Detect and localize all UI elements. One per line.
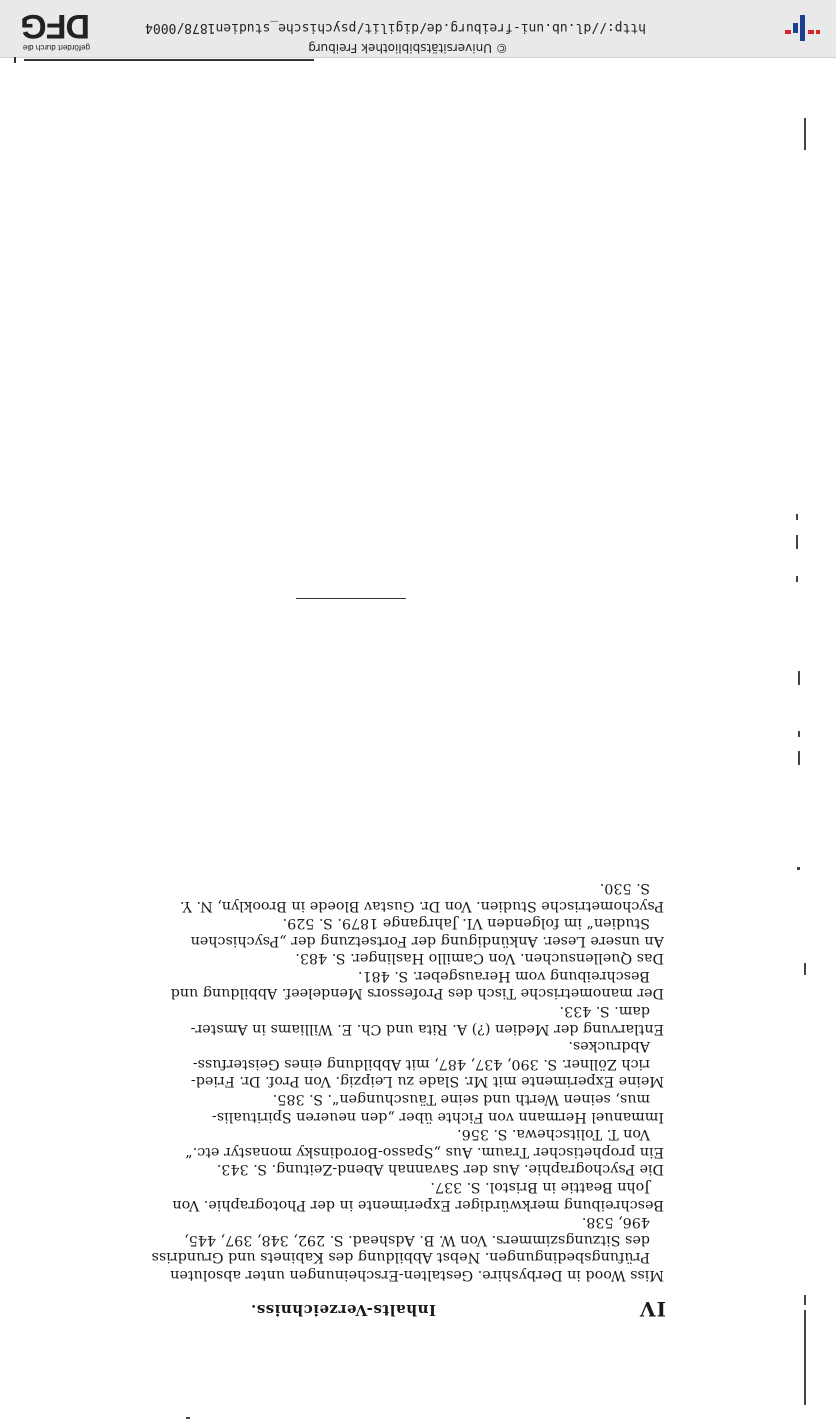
dfg-subtitle: gefördert durch die <box>22 43 90 52</box>
toc-entry-line: Meine Experimente mit Mr. Slade zu Leipzig. Von Prof. Dr. Fried- <box>190 1073 664 1090</box>
toc-entry-line: Ein prophetischer Traum. Aus „Spasso-Borodinsky monastyr etc.“ <box>185 1143 664 1160</box>
margin-speck <box>804 1310 806 1405</box>
copyright-notice: © Universitätsbibliothek Freiburg <box>308 41 508 55</box>
toc-entry-line: Psychometrische Studien. Von Dr. Gustav Bloede in Brooklyn, N. Y. <box>179 897 664 914</box>
margin-speck <box>796 576 798 582</box>
margin-speck <box>804 1295 806 1305</box>
toc-entry-line: mus, seinen Werth und seine Täuschungen“. S. 385. <box>272 1091 650 1108</box>
margin-speck <box>796 535 798 549</box>
margin-speck <box>796 514 798 520</box>
margin-speck <box>798 731 800 737</box>
toc-entry-line: John Beattie in Bristol. S. 337. <box>430 1179 650 1196</box>
toc-entry-line: Von T. Tolitschewa. S. 356. <box>457 1126 650 1143</box>
toc-entry-line: 496, 538. <box>581 1214 650 1231</box>
toc-entry-line: Der manometrische Tisch des Professors Mendeleef. Abbildung und <box>170 985 664 1002</box>
toc-entry-line: dam. S. 433. <box>559 1003 650 1020</box>
dfg-logo-text: DFG <box>21 7 90 45</box>
margin-speck <box>804 963 806 975</box>
toc-entry-line: Beschreibung merkwürdiger Experimente in der Photographie. Von <box>172 1196 664 1213</box>
margin-speck <box>798 671 800 685</box>
margin-speck <box>804 118 806 150</box>
toc-entry-line: Entlarvung der Medien (?) A. Rita und Ch. E. Williams in Amster- <box>190 1020 664 1037</box>
toc-entry-line: rich Zöllner. S. 390, 437, 487, mit Abbildung eines Geisterfuss- <box>192 1055 650 1072</box>
margin-speck <box>798 751 800 765</box>
document-url-link[interactable]: http://dl.ub.uni-freiburg.de/digilit/psychische_studien1878/0004 <box>145 20 646 35</box>
toc-entry-line: Immanuel Hermann von Fichte über „den neueren Spiritualis- <box>211 1108 664 1125</box>
toc-entry-line: Die Psychographie. Aus der Savannah Abend-Zeitung. S. 343. <box>216 1161 664 1178</box>
toc-entry-line: des Sitzungszimmers. Von W. B. Adshead. S. 292, 348, 397, 445, <box>184 1231 650 1248</box>
page-title: Inhalts-Verzeichniss. <box>250 1301 436 1319</box>
toc-entry-line: An unsere Leser. Ankündigung der Fortsetzung der „Psychischen <box>190 932 664 949</box>
page-number: IV <box>639 1297 666 1321</box>
margin-speck <box>797 867 800 870</box>
toc-entry-line: Beschreibung vom Herausgeber. S. 481. <box>357 967 650 984</box>
toc-entry-line: Miss Wood in Derbyshire. Gestalten-Erscheinungen unter absoluten <box>170 1267 664 1283</box>
toc-entry-line: Prüfungsbedingungen. Nebst Abbildung des Kabinets und Grundriss <box>151 1249 650 1266</box>
toc-entry-line: Das Quellensuchen. Von Camillo Haslinger. S. 483. <box>295 950 664 967</box>
toc-entry-line: Abdruckes. <box>568 1038 650 1055</box>
toc-entry-line: Studien“ im folgenden VI. Jahrgange 1879. S. 529. <box>282 915 650 932</box>
toc-entry-line: S. 530. <box>599 879 650 896</box>
margin-speck <box>186 1417 190 1419</box>
